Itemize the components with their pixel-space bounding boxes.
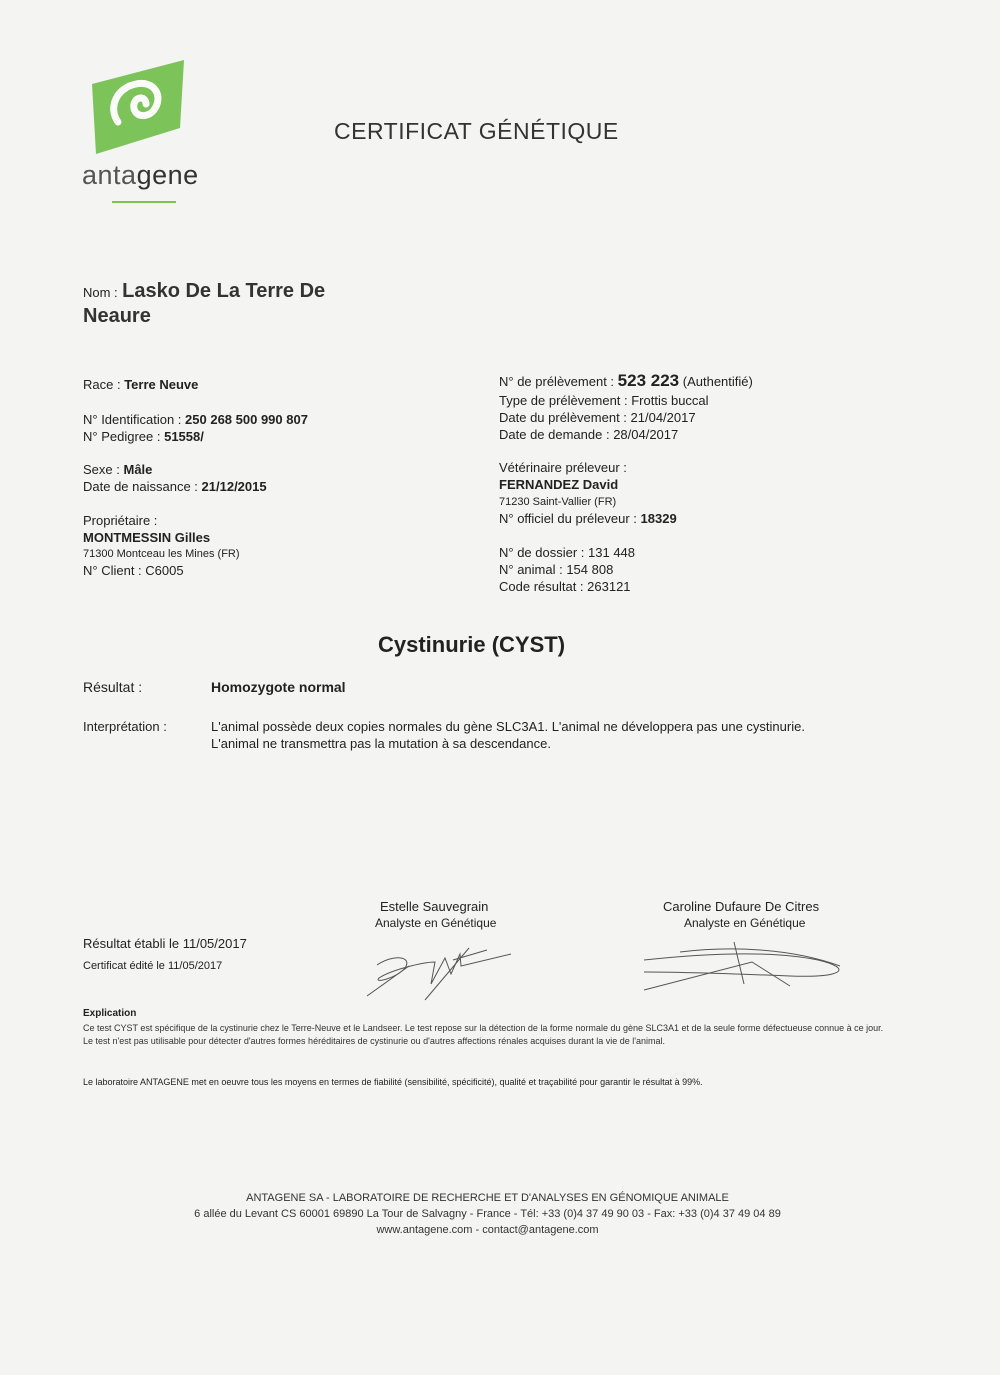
sex-value: Mâle [123, 462, 153, 477]
footer-company: ANTAGENE SA - LABORATOIRE DE RECHERCHE ET D'ANALYSES EN GÉNOMIQUE ANIMALE [246, 1192, 729, 1204]
request-date: Date de demande : 28/04/2017 [499, 427, 679, 442]
explanation-title: Explication [83, 1008, 137, 1019]
animal-name-block [83, 280, 325, 303]
logo-text-prefix: anta [82, 160, 137, 190]
test-title: Cystinurie (CYST) [378, 632, 566, 657]
dossier-number: N° de dossier : 131 448 [499, 545, 636, 560]
identification-value: 250 268 500 990 807 [185, 412, 308, 427]
identification-label: N° Identification : [83, 412, 182, 427]
document-title: CERTIFICAT GÉNÉTIQUE [334, 118, 619, 144]
sex-row [83, 461, 152, 478]
vet-address: 71230 Saint-Vallier (FR) [499, 496, 617, 508]
owner-label: Propriétaire : [83, 513, 158, 528]
logo-underline [112, 201, 176, 203]
race-value: Terre Neuve [124, 377, 199, 392]
pedigree-label: N° Pedigree : [83, 429, 161, 444]
owner-client: N° Client : C6005 [83, 563, 184, 578]
birth-row [83, 478, 267, 495]
vet-official-label: N° officiel du préleveur : [499, 511, 637, 526]
pedigree-value: 51558/ [164, 429, 204, 444]
interpretation-line1: L'animal possède deux copies normales du gène SLC3A1. L'animal ne développera pas une cystinurie. [211, 719, 805, 734]
animal-number: N° animal : 154 808 [499, 562, 614, 577]
vet-official-row [499, 510, 677, 527]
interpretation-line2: L'animal ne transmettra pas la mutation à sa descendance. [211, 736, 551, 751]
result-code: Code résultat : 263121 [499, 579, 631, 594]
footer-contact: www.antagene.com - contact@antagene.com [376, 1224, 599, 1236]
sample-number-value: 523 223 [617, 371, 680, 390]
analyst2-role: Analyste en Génétique [684, 916, 806, 930]
vet-official-value: 18329 [640, 511, 677, 526]
animal-name-line1: Lasko De La Terre De [122, 280, 326, 302]
logo-text-suffix: gene [136, 160, 199, 190]
result-established-date: Résultat établi le 11/05/2017 [83, 936, 247, 951]
analyst1-signature [365, 940, 515, 1002]
sample-date: Date du prélèvement : 21/04/2017 [499, 410, 696, 425]
sex-label: Sexe : [83, 462, 120, 477]
birth-label: Date de naissance : [83, 479, 198, 494]
identification-row [83, 411, 308, 428]
vet-name: FERNANDEZ David [499, 477, 619, 492]
race-label: Race : [83, 377, 121, 392]
owner-name: MONTMESSIN Gilles [83, 530, 211, 545]
sample-number-label: N° de prélèvement : [499, 374, 615, 389]
vet-label: Vétérinaire préleveur : [499, 460, 627, 475]
lab-note: Le laboratoire ANTAGENE met en oeuvre tous les moyens en termes de fiabilité (sensibilité, spécificité), qualité et traçabilité pour garantir le résultat à 99%. [83, 1077, 703, 1087]
owner-address: 71300 Montceau les Mines (FR) [83, 548, 240, 560]
analyst2-name: Caroline Dufaure De Citres [663, 899, 820, 914]
pedigree-row [83, 428, 204, 445]
analyst1-name: Estelle Sauvegrain [380, 899, 489, 914]
result-label: Résultat : [83, 679, 143, 695]
sample-type: Type de prélèvement : Frottis buccal [499, 393, 709, 408]
birth-value: 21/12/2015 [201, 479, 267, 494]
result-value: Homozygote normal [211, 679, 346, 695]
animal-name-line2: Neaure [83, 305, 151, 327]
explanation-text: Ce test CYST est spécifique de la cystinurie chez le Terre-Neuve et le Landseer. Le test repose sur la détection de la forme normale du gène SLC3A1 et de la seule forme défectueuse connue à ce jour. Le test n'est pas utilisable pour détecter d'autres formes héréditaires de cystinurie ou d'autres affections rénales acquises durant la vie de l'animal. [83, 1023, 884, 1046]
footer-address: 6 allée du Levant CS 60001 69890 La Tour de Salvagny - France - Tél: +33 (0)4 37 49 90 03 - Fax: +33 (0)4 37 49 04 89 [194, 1208, 781, 1220]
sample-number-row [499, 372, 753, 390]
analyst1-role: Analyste en Génétique [375, 916, 497, 930]
sample-authenticated: (Authentifié) [682, 374, 753, 389]
interpretation-label: Interprétation : [83, 719, 167, 734]
name-label: Nom : [83, 285, 118, 300]
race-row [83, 376, 198, 393]
analyst2-signature [640, 938, 855, 994]
logo-wordmark [82, 160, 199, 191]
antagene-logo-icon [88, 58, 188, 156]
certificate-edited-date: Certificat édité le 11/05/2017 [83, 960, 223, 972]
